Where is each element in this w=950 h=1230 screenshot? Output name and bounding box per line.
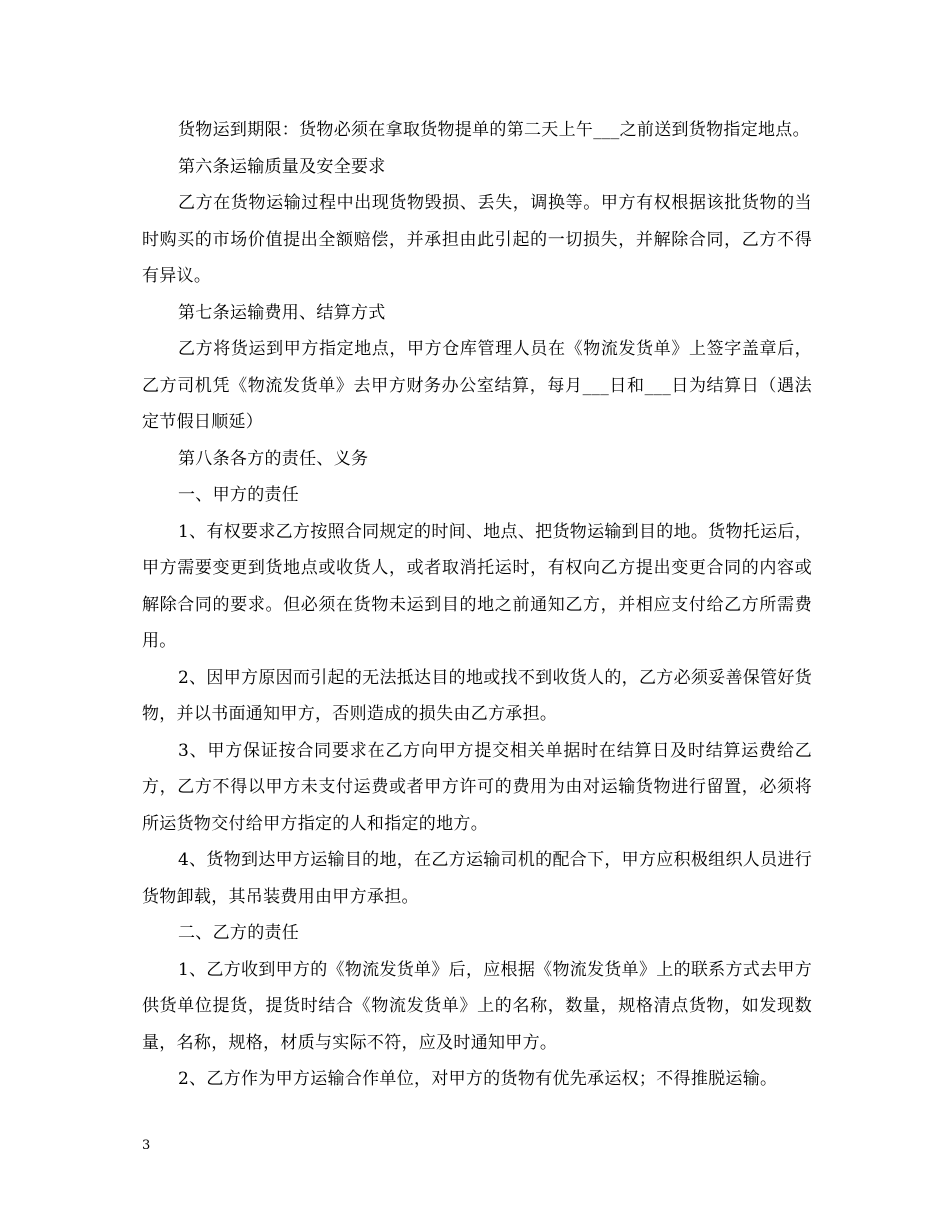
heading-party-b-responsibility: 二、乙方的责任 (178, 923, 300, 943)
paragraph-delivery-deadline: 货物运到期限：货物必须在拿取货物提单的第二天上午___之前送到货物指定地点。 (178, 120, 810, 140)
heading-article-6: 第六条运输质量及安全要求 (178, 156, 386, 177)
paragraph-party-a-item-2: 2、因甲方原因而引起的无法抵达目的地或找不到收货人的，乙方必须妥善保管好货物，并以书面通知甲方，否则造成的损失由乙方承担。 (142, 667, 812, 724)
heading-article-8: 第八条各方的责任、义务 (178, 448, 369, 469)
paragraph-party-a-item-1: 1、有权要求乙方按照合同规定的时间、地点、把货物运输到目的地。货物托运后，甲方需要变更到货地点或收货人，或者取消托运时，有权向乙方提出变更合同的内容或解除合同的要求。但必须在货物未运到目的地之前通知乙方，并相应支付给乙方所需费用。 (142, 521, 812, 651)
heading-article-7: 第七条运输费用、结算方式 (178, 302, 386, 323)
paragraph-party-b-item-1: 1、乙方收到甲方的《物流发货单》后，应根据《物流发货单》上的联系方式去甲方供货单位提货，提货时结合《物流发货单》上的名称，数量，规格清点货物，如发现数量，名称，规格，材质与实际不符，应及时通知甲方。 (142, 959, 812, 1053)
paragraph-damage-compensation: 乙方在货物运输过程中出现货物毁损、丢失，调换等。甲方有权根据该批货物的当时购买的市场价值提出全额赔偿，并承担由此引起的一切损失，并解除合同，乙方不得有异议。 (142, 193, 812, 286)
paragraph-party-b-item-2: 2、乙方作为甲方运输合作单位，对甲方的货物有优先承运权；不得推脱运输。 (178, 1069, 778, 1089)
heading-party-a-responsibility: 一、甲方的责任 (178, 485, 300, 505)
paragraph-settlement: 乙方将货运到甲方指定地点，甲方仓库管理人员在《物流发货单》上签字盖章后，乙方司机凭《物流发货单》去甲方财务办公室结算，每月___日和___日为结算日（遇法定节假日顺延） (142, 339, 812, 432)
paragraph-party-a-item-4: 4、货物到达甲方运输目的地，在乙方运输司机的配合下，甲方应积极组织人员进行货物卸载，其吊装费用由甲方承担。 (142, 850, 812, 907)
document-body (142, 112, 812, 1098)
page-number: 3 (142, 1138, 151, 1153)
paragraph-party-a-item-3: 3、甲方保证按合同要求在乙方向甲方提交相关单据时在结算日及时结算运费给乙方，乙方不得以甲方未支付运费或者甲方许可的费用为由对运输货物进行留置，必须将所运货物交付给甲方指定的人和指定的地方。 (142, 740, 812, 834)
